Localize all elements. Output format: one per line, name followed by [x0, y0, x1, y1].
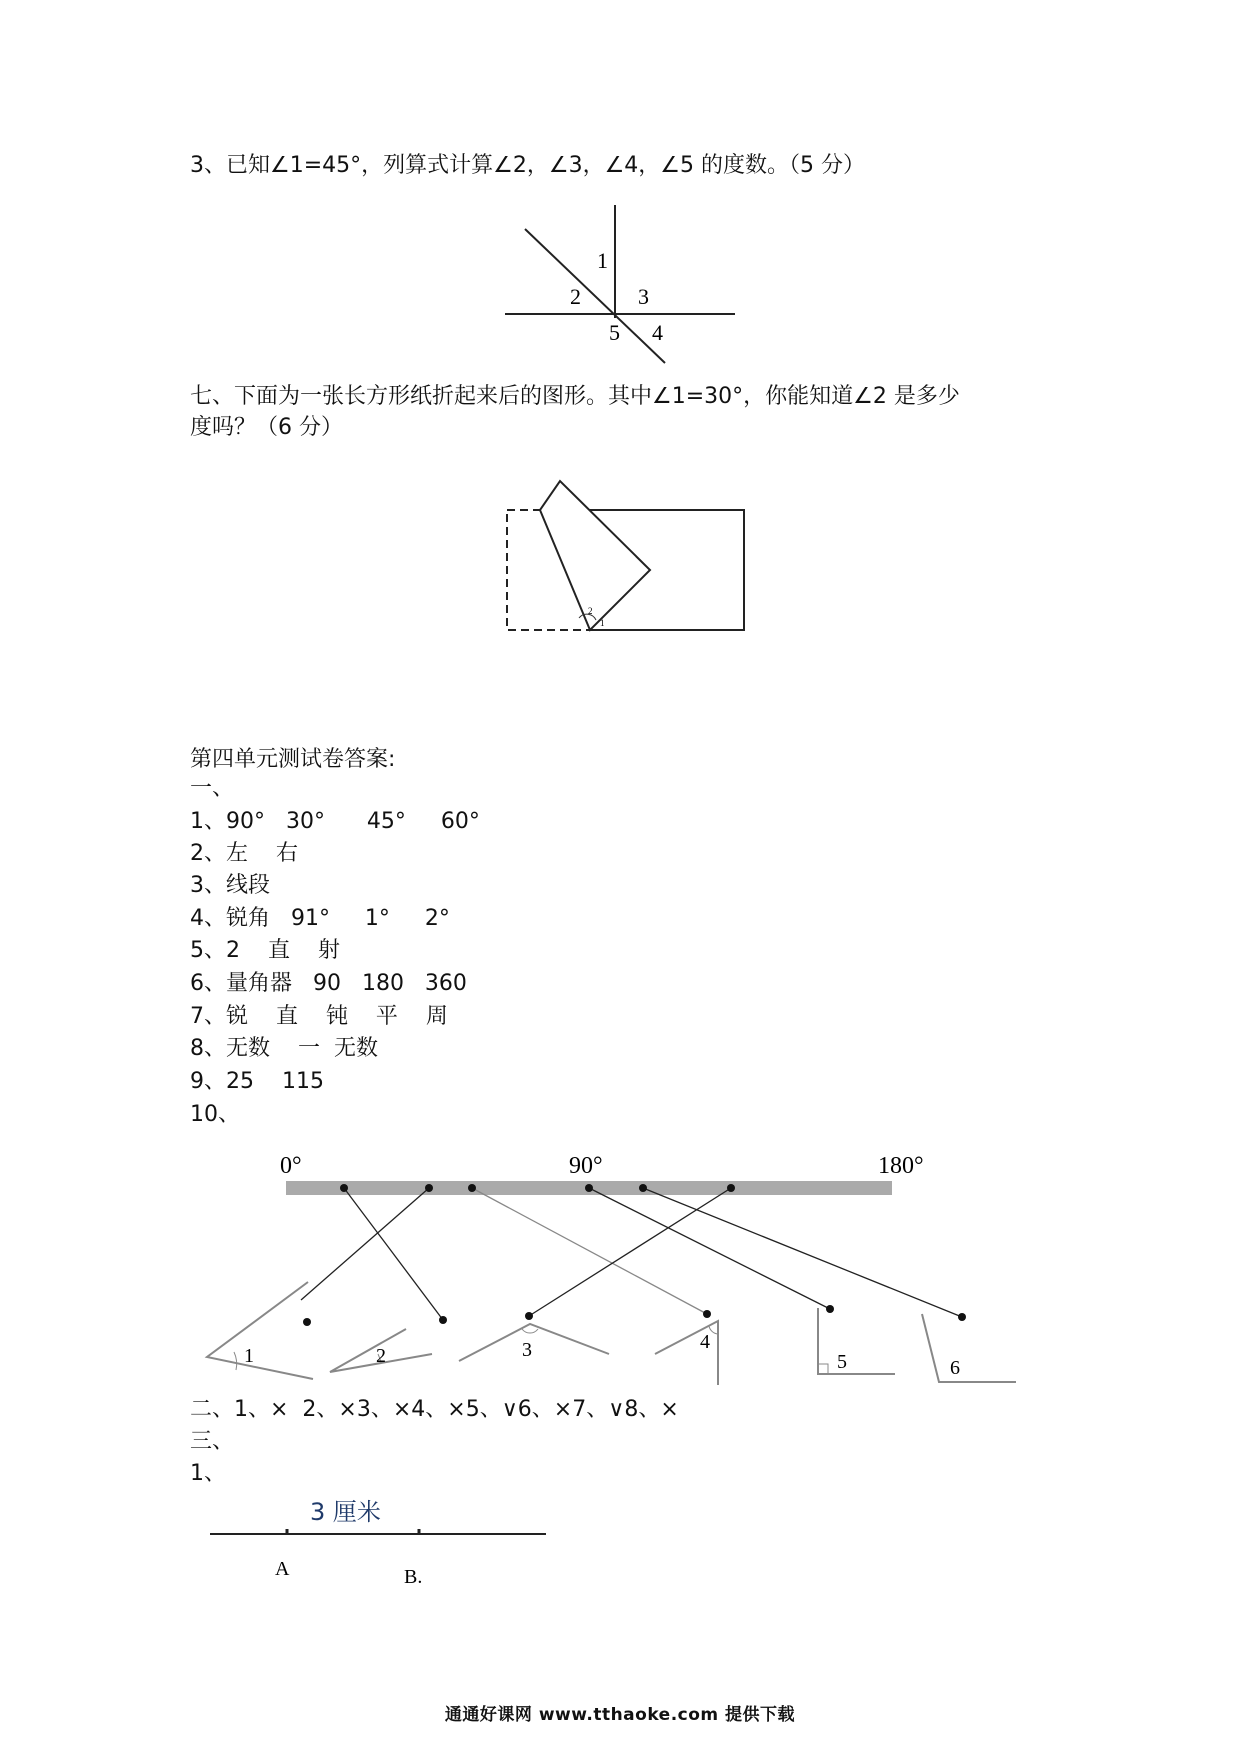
- answer-item-2: 2、左 右: [190, 841, 298, 866]
- tick-label-90: 90°: [569, 1153, 603, 1179]
- point-a-label: A: [275, 1558, 290, 1580]
- fold-angle-label-1: 1: [600, 618, 605, 628]
- tick-label-0: 0°: [280, 1153, 302, 1179]
- answer-item-4: 4、锐角 91° 1° 2°: [190, 906, 450, 931]
- question-3-text: 3、已知∠1=45°，列算式计算∠2，∠3，∠4，∠5 的度数。（5 分）: [190, 153, 866, 178]
- answer-item-10: 10、: [190, 1102, 240, 1127]
- protractor-angle-3: 3: [522, 1339, 532, 1361]
- answer-item-9: 9、25 115: [190, 1069, 324, 1094]
- answer-item-8: 8、无数 一 无数: [190, 1036, 378, 1061]
- angle-label-4: 4: [652, 320, 663, 345]
- protractor-angle-5: 5: [837, 1351, 847, 1373]
- answers-section-1: 一、: [190, 776, 235, 801]
- protractor-angle-6: 6: [950, 1357, 960, 1379]
- answers-section-3-item-1: 1、: [190, 1461, 226, 1486]
- protractor-angle-4: 4: [700, 1331, 710, 1353]
- answer-item-6: 6、量角器 90 180 360: [190, 971, 467, 996]
- point-b-label: B.: [404, 1566, 423, 1588]
- protractor-angle-2: 2: [376, 1345, 386, 1367]
- answers-section-2: 二、1、× 2、×3、×4、×5、∨6、×7、∨8、×: [190, 1397, 679, 1422]
- segment-length-label: 3 厘米: [310, 1498, 381, 1526]
- answers-title: 第四单元测试卷答案:: [190, 747, 396, 772]
- answer-item-5: 5、2 直 射: [190, 938, 340, 963]
- answer-item-7: 7、锐 直 钝 平 周: [190, 1004, 448, 1029]
- footer-watermark: 通通好课网 www.tthaoke.com 提供下载: [444, 1705, 796, 1725]
- angle-label-2: 2: [570, 284, 581, 309]
- answers-section-3: 三、: [190, 1429, 235, 1454]
- answer-item-1: 1、90° 30° 45° 60°: [190, 809, 480, 834]
- answer-item-3: 3、线段: [190, 873, 270, 898]
- angle-label-5: 5: [609, 320, 620, 345]
- question-7-line1: 七、下面为一张长方形纸折起来后的图形。其中∠1=30°，你能知道∠2 是多少: [190, 384, 960, 409]
- angle-label-3: 3: [638, 284, 649, 309]
- angle-label-1: 1: [597, 248, 608, 273]
- question-7-line2: 度吗？（6 分）: [190, 415, 343, 440]
- tick-label-180: 180°: [878, 1153, 924, 1179]
- fold-angle-label-2: 2: [588, 606, 593, 616]
- protractor-angle-1: 1: [244, 1345, 254, 1367]
